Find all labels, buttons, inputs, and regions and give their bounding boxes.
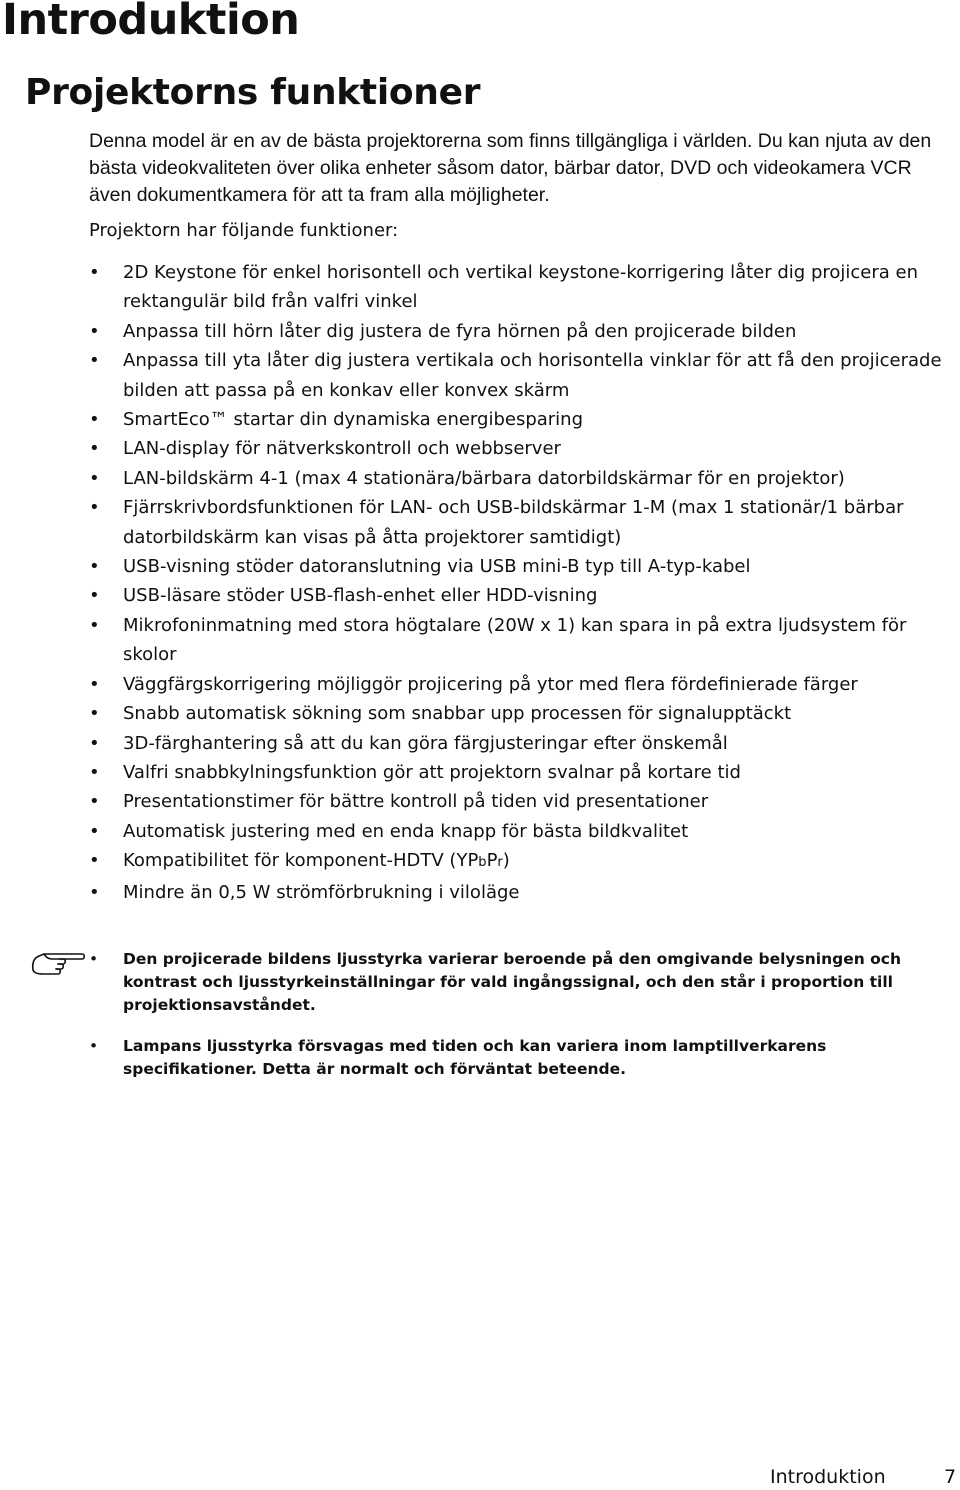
features-lead: Projektorn har följande funktioner: <box>89 220 399 241</box>
note-list <box>89 948 949 1099</box>
feature-item: • Anpassa till hörn låter dig justera de fyra hörnen på den projicerade bilden <box>89 317 955 346</box>
feature-item: • USB-visning stöder datoranslutning via USB mini-B typ till A-typ-kabel <box>89 552 955 581</box>
feature-item: • Fjärrskrivbordsfunktionen för LAN- och USB-bildskärmar 1-M (max 1 stationär/1 bärbar datorbildskärm kan visas på åtta projektorer samtidigt) <box>89 493 955 552</box>
hdtv-p2: P <box>486 850 498 872</box>
feature-item: • Mindre än 0,5 W strömförbrukning i viloläge <box>89 878 955 907</box>
note-item: • Den projicerade bildens ljusstyrka varierar beroende på den omgivande belysningen och kontrast och ljusstyrkeinställningar för vald ingångssignal, och den står i proportion till projektionsavståndet. <box>89 948 949 1017</box>
feature-item: • Mikrofoninmatning med stora högtalare (20W x 1) kan spara in på extra ljudsystem för skolor <box>89 611 955 670</box>
pointing-hand-icon <box>30 946 88 978</box>
hdtv-s1: b <box>478 855 487 871</box>
feature-item: • USB-läsare stöder USB-flash-enhet eller HDD-visning <box>89 581 955 610</box>
feature-list <box>89 258 955 907</box>
feature-item: • Presentationstimer för bättre kontroll på tiden vid presentationer <box>89 787 955 816</box>
intro-paragraph: Denna model är en av de bästa projektorerna som finns tillgängliga i världen. Du kan njuta av den bästa videokvaliteten över olika enheter såsom dator, bärbar dator, DVD och videokamera VCR även dokumentkamera för att ta fram alla möjligheter. <box>89 130 932 206</box>
hdtv-s2: r <box>497 855 503 871</box>
hdtv-p1: P <box>467 850 479 872</box>
section-title: Projektorns funktioner <box>25 72 481 113</box>
feature-item: • Anpassa till yta låter dig justera vertikala och horisontella vinklar för att få den projicerade bilden att passa på en konkav eller konvex skärm <box>89 346 955 405</box>
feature-item: • Väggfärgskorrigering möjliggör projicering på ytor med flera fördefinierade färger <box>89 670 955 699</box>
chapter-title: Introduktion <box>2 0 300 45</box>
footer-title: Introduktion <box>770 1466 886 1488</box>
page-number: 7 <box>944 1466 957 1488</box>
hdtv-suffix: ) <box>502 850 510 872</box>
feature-item: • LAN-display för nätverkskontroll och webbserver <box>89 434 955 463</box>
note-item: • Lampans ljusstyrka försvagas med tiden och kan variera inom lamptillverkarens specifikationer. Detta är normalt och förväntat beteende. <box>89 1035 949 1081</box>
feature-item: • 2D Keystone för enkel horisontell och vertikal keystone-korrigering låter dig projicera en rektangulär bild från valfri vinkel <box>89 258 955 317</box>
feature-item: • Snabb automatisk sökning som snabbar upp processen för signalupptäckt <box>89 699 955 728</box>
feature-item-hdtv <box>89 846 955 877</box>
feature-item: • Automatisk justering med en enda knapp för bästa bildkvalitet <box>89 817 955 846</box>
hdtv-prefix: Kompatibilitet för komponent-HDTV (Y <box>123 850 468 872</box>
feature-item: • Valfri snabbkylningsfunktion gör att projektorn svalnar på kortare tid <box>89 758 955 787</box>
feature-item: • 3D-färghantering så att du kan göra färgjusteringar efter önskemål <box>89 729 955 758</box>
feature-item: • SmartEco™ startar din dynamiska energibesparing <box>89 405 955 434</box>
feature-item: • LAN-bildskärm 4-1 (max 4 stationära/bärbara datorbildskärmar för en projektor) <box>89 464 955 493</box>
